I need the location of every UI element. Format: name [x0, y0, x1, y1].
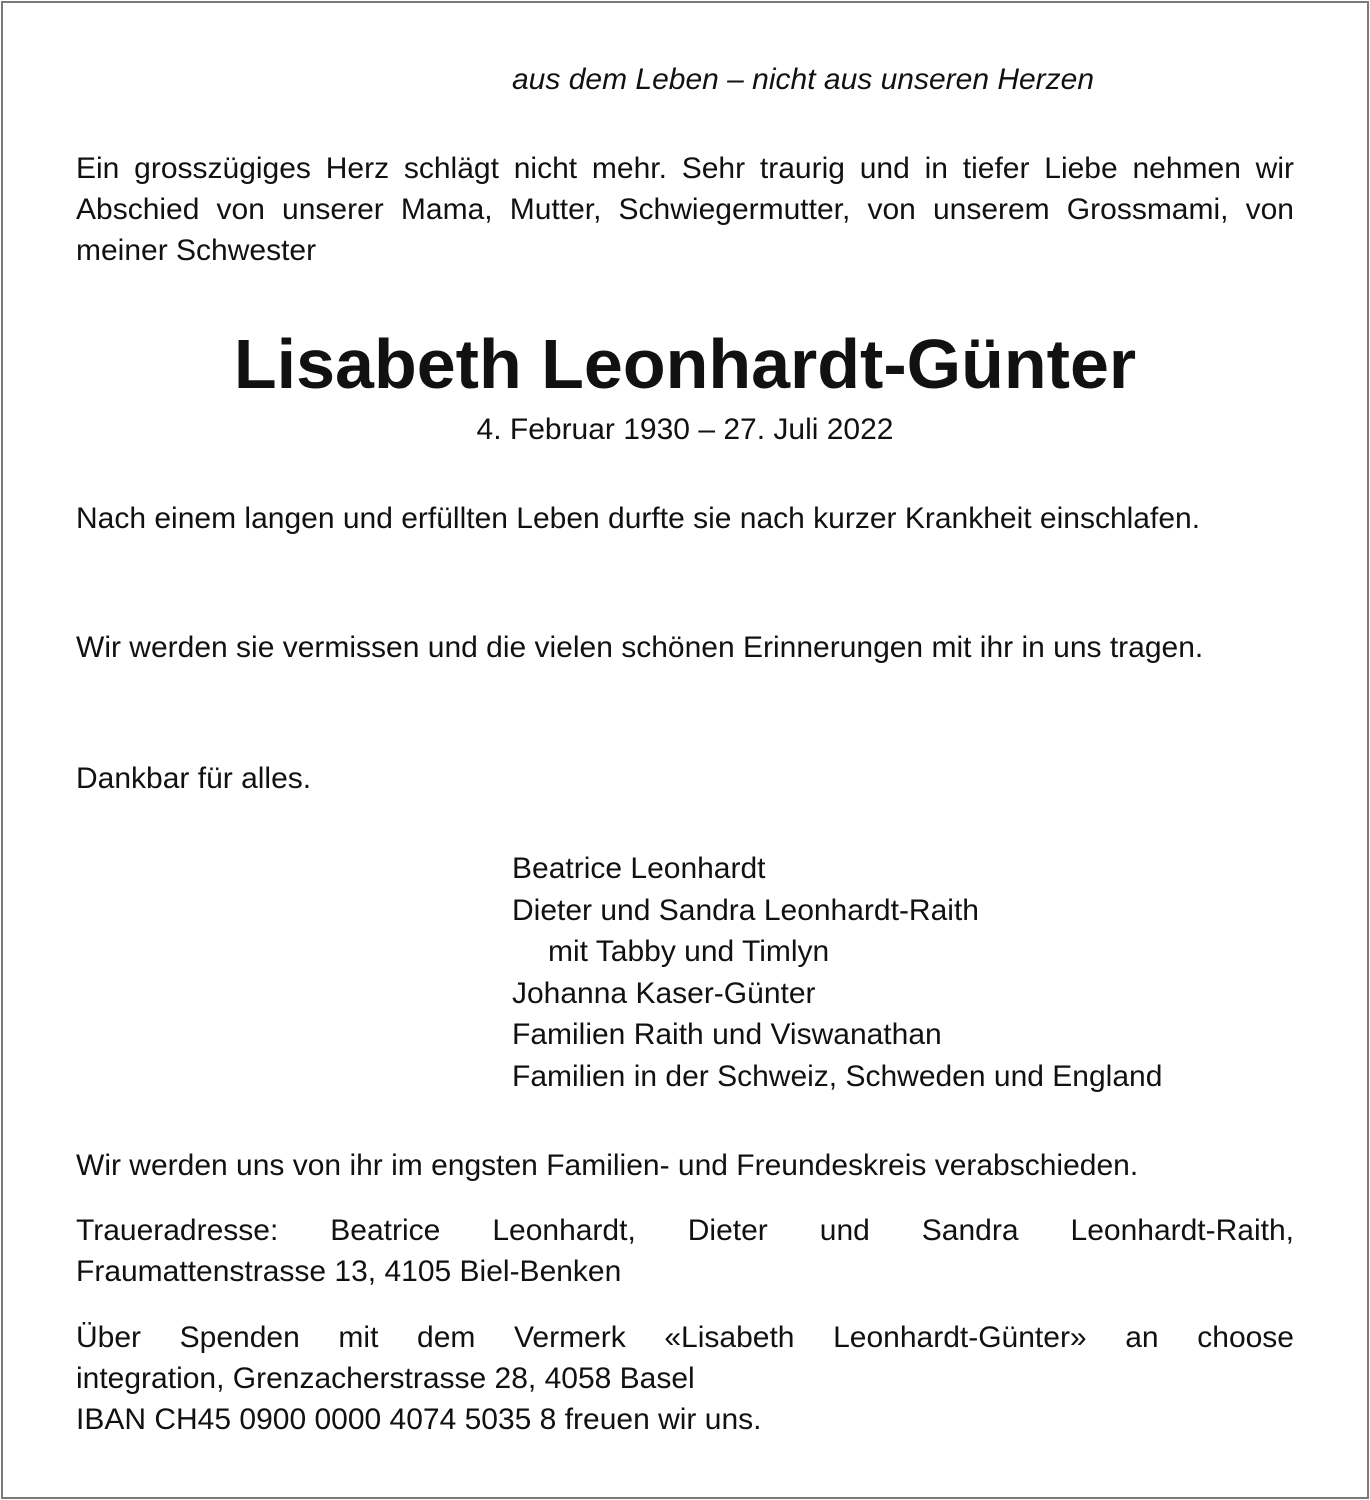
donation-line-3: IBAN CH45 0900 0000 4074 5035 8 freuen wir uns. — [76, 1403, 762, 1436]
donation-line-2: integration, Grenzacherstrasse 28, 4058 Basel — [76, 1362, 695, 1395]
body-paragraph-3: Dankbar für alles. — [76, 762, 312, 795]
mourner-item: Beatrice Leonhardt — [512, 852, 766, 885]
donation-paragraph — [76, 1317, 1294, 1440]
intro-paragraph: Ein grosszügiges Herz schlägt nicht mehr. Sehr traurig und in tiefer Liebe nehmen wir Abschied von unserer Mama, Mutter, Schwiegermutter, von unserem Grossmami, von meiner Schwester — [76, 152, 1294, 267]
address-line-1: Traueradresse: Beatrice Leonhardt, Dieter und Sandra Leonhardt-Raith, — [76, 1214, 1294, 1247]
mourner-item: mit Tabby und Timlyn — [548, 935, 830, 968]
mourner-item: Familien in der Schweiz, Schweden und England — [512, 1059, 1163, 1093]
mourner-item: Familien Raith und Viswanathan — [512, 1018, 942, 1051]
mourner-item: Dieter und Sandra Leonhardt-Raith — [512, 893, 979, 927]
donation-line-1: Über Spenden mit dem Vermerk «Lisabeth Leonhardt-Günter» an choose — [76, 1321, 1294, 1354]
farewell-paragraph: Wir werden uns von ihr im engsten Familien- und Freundeskreis verabschieden. — [76, 1149, 1139, 1182]
mourner-item: Johanna Kaser-Günter — [512, 976, 816, 1010]
body-paragraph-1: Nach einem langen und erfüllten Leben durfte sie nach kurzer Krankheit einschlafen. — [76, 502, 1201, 535]
body-paragraph-2: Wir werden sie vermissen und die vielen schönen Erinnerungen mit ihr in uns tragen. — [76, 631, 1204, 664]
mourners-list — [512, 848, 1312, 1097]
life-dates: 4. Februar 1930 – 27. Juli 2022 — [476, 413, 894, 446]
motto: aus dem Leben – nicht aus unseren Herzen — [512, 63, 1095, 96]
address-line-2: Fraumattenstrasse 13, 4105 Biel-Benken — [76, 1255, 622, 1288]
deceased-name: Lisabeth Leonhardt-Günter — [233, 325, 1137, 403]
mourning-address — [76, 1210, 1294, 1292]
